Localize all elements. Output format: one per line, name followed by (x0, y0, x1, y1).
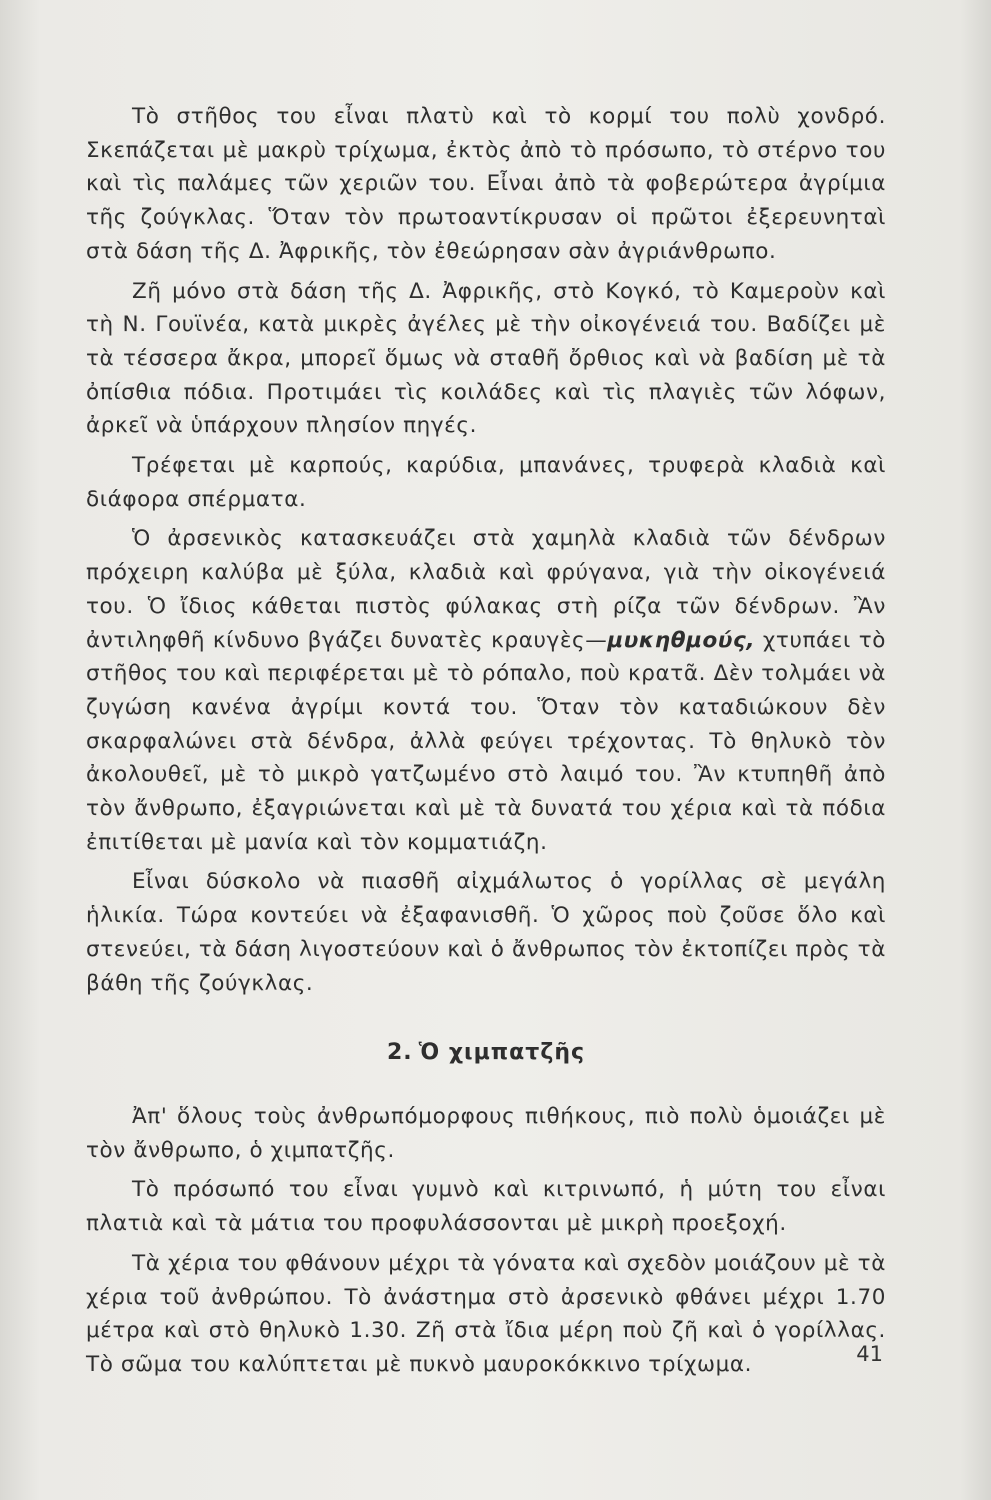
section-title: Ὁ χιμπατζῆς (418, 1040, 586, 1066)
page-number: 41 (856, 1342, 883, 1366)
paragraph-gorilla-habitat: Ζῆ μόνο στὰ δάση τῆς Δ. Ἀφρικῆς, στὸ Κογκό, τὸ Καμεροὺν καὶ τὴ Ν. Γουϊνέα, κατὰ μικρὲς ἀγέλες μὲ τὴν οἰκογένειά του. Βαδίζει μὲ τὰ τέσσερα ἄκρα, μπορεῖ ὅμως νὰ σταθῆ ὄρθιος καὶ νὰ βαδίση μὲ τὰ ὀπίσθια πόδια. Προτιμάει τὶς κοιλάδες καὶ τὶς πλαγιὲς τῶν λόφων, ἀρκεῖ νὰ ὑπάρχουν πλησίον πηγές. (86, 278, 886, 439)
paragraph-gorilla-capture: Εἶναι δύσκολο νὰ πιασθῆ αἰχμάλωτος ὁ γορίλλας σὲ μεγάλη ἡλικία. Τώρα κοντεύει νὰ ἐξαφανισθῆ. Ὁ χῶρος ποὺ ζοῦσε ὅλο καὶ στενεύει, τὰ δάση λιγοστεύουν καὶ ὁ ἄνθρωπος τὸν ἐκτοπίζει πρὸς τὰ βάθη τῆς ζούγκλας. (86, 869, 886, 996)
paragraph-chimp-body: Τὰ χέρια του φθάνουν μέχρι τὰ γόνατα καὶ σχεδὸν μοιάζουν μὲ τὰ χέρια τοῦ ἀνθρώπου. Τὸ ἀνάστημα στὸ ἀρσενικὸ φθάνει μέχρι 1.70 μέτρα καὶ στὸ θηλυκὸ 1.30. Ζῆ στὰ ἴδια μέρη ποὺ ζῆ καὶ ὁ γορίλλας. Τὸ σῶμα του καλύπτεται μὲ πυκνὸ μαυροκόκκινο τρίχωμα. (86, 1250, 886, 1377)
paragraph-gorilla-male (86, 522, 886, 859)
male-text-before: Ὁ ἀρσενικὸς κατασκευάζει στὰ χαμηλὰ κλαδιὰ τῶν δένδρων πρόχειρη καλύβα μὲ ξύλα, κλαδιὰ καὶ φρύγανα, γιὰ τὴν οἰκογένειά του. Ὁ ἴδιος κάθεται πιστὸς φύλακας στὴ ρίζα τῶν δένδρων. Ἂν ἀντιληφθῆ κίνδυνο βγάζει δυνατὲς κραυγὲς— (86, 526, 886, 653)
paragraph-chimp-face: Τὸ πρόσωπό του εἶναι γυμνὸ καὶ κιτρινωπό, ἡ μύτη του εἶναι πλατιὰ καὶ τὰ μάτια του προφυλάσσονται μὲ μικρὴ προεξοχή. (86, 1177, 886, 1237)
male-text-after: χτυπάει τὸ στῆθος του καὶ περιφέρεται μὲ τὸ ρόπαλο, ποὺ κρατᾶ. Δὲν τολμάει νὰ ζυγώση κανένα ἀγρίμι κοντά του. Ὅταν τὸν καταδιώκουν δὲν σκαρφαλώνει στὰ δένδρα, ἀλλὰ φεύγει τρέχοντας. Τὸ θηλυκὸ τὸν ἀκολουθεῖ, μὲ τὸ μικρὸ γατζωμένο στὸ λαιμό του. Ἂν κτυπηθῆ ἀπὸ τὸν ἄνθρωπο, ἐξαγριώνεται καὶ μὲ τὰ δυνατά του χέρια καὶ τὰ πόδια ἐπιτίθεται μὲ μανία καὶ τὸν κομματιάζη. (86, 627, 886, 855)
paragraph-gorilla-diet: Τρέφεται μὲ καρπούς, καρύδια, μπανάνες, τρυφερὰ κλαδιὰ καὶ διάφορα σπέρματα. (86, 453, 886, 512)
paragraph-gorilla-body: Τὸ στῆθος του εἶναι πλατὺ καὶ τὸ κορμί του πολὺ χονδρό. Σκεπάζεται μὲ μακρὺ τρίχωμα, ἐκτὸς ἀπὸ τὸ πρόσωπο, τὸ στέρνο του καὶ τὶς παλάμες τῶν χεριῶν του. Εἶναι ἀπὸ τὰ φοβερώτερα ἀγρίμια τῆς ζούγκλας. Ὅταν τὸν πρωτοαντίκρυσαν οἱ πρῶτοι ἐξερευνηταὶ στὰ δάση τῆς Δ. Ἀφρικῆς, τὸν ἐθεώρησαν σὰν ἀγριάνθρωπο. (86, 104, 886, 264)
section-number: 2. (386, 1040, 413, 1066)
paragraph-chimp-intro: Ἀπ' ὅλους τοὺς ἀνθρωπόμορφους πιθήκους, πιὸ πολὺ ὁμοιάζει μὲ τὸν ἄνθρωπο, ὁ χιμπατζῆς. (86, 1103, 886, 1163)
section-heading (86, 1036, 886, 1070)
male-text-italic: μυκηθμούς, (607, 627, 756, 653)
body-text (86, 100, 886, 1388)
